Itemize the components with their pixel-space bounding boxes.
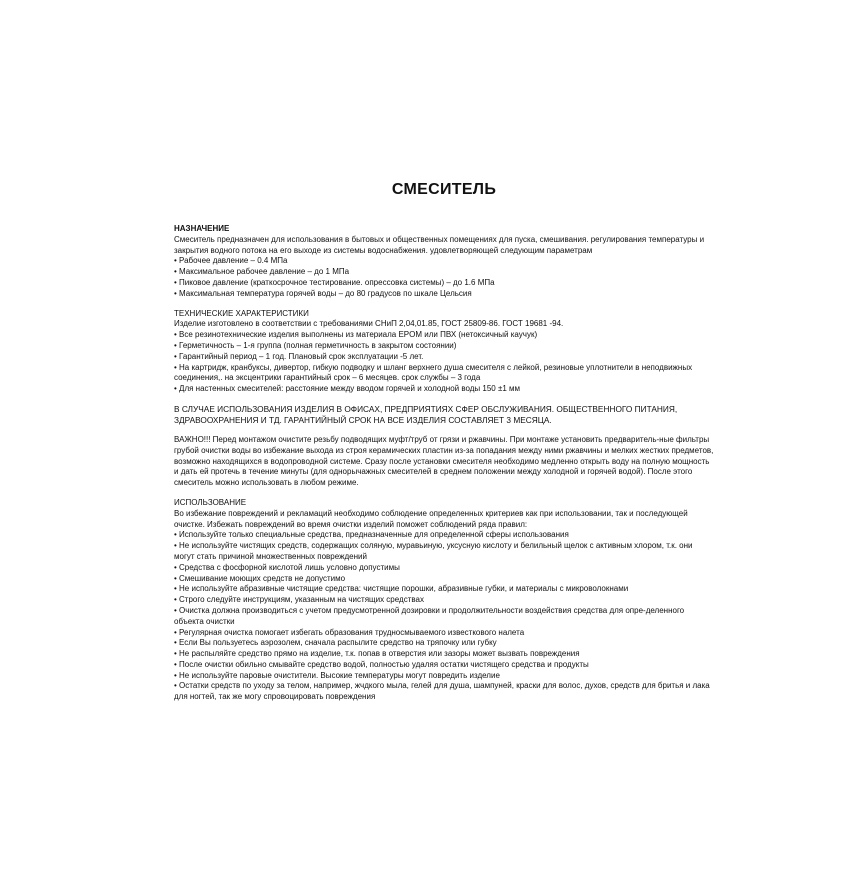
- list-item: • Не распыляйте средство прямо на изделие, т.к. попав в отверстия или зазоры может вызвать повреждения: [174, 649, 580, 659]
- list-item: • Все резинотехнические изделия выполнены из материала EPOM или ПВХ (нетоксичный каучук): [174, 330, 538, 340]
- specs-heading: ТЕХНИЧЕСКИЕ ХАРАКТЕРИСТИКИ: [174, 308, 309, 318]
- list-item: • Не используйте абразивные чистящие средства: чистящие порошки, абразивные губки, и материалы с микроволокнами: [174, 584, 629, 594]
- list-item: • Если Вы пользуетесь аэрозолем, сначала распылите средство на тряпочку или губку: [174, 638, 497, 648]
- list-item: • Максимальная температура горячей воды – до 80 градусов по шкале Цельсия: [174, 288, 472, 298]
- important-section: [174, 435, 714, 489]
- important-note: ВАЖНО!!! Перед монтажом очистите резьбу подводящих муфт/труб от грязи и ржавчины. При монтаже установить предваритель-ные фильтры грубой очистки воды во избежание выхода из строя керамических пластин из-за попадания между ними ржавчины и мелких жестких предметов, возможно находящихся в водопроводной системе. Сразу после установки смесителя необходимо медленно открыть воду на полную мощность и дать ей протечь в течение минуты (для однорычажных смесителей в среднем положении между холодной и горячей водой). После этого смеситель можно использовать в любом режиме.: [174, 434, 714, 488]
- list-item: • После очистки обильно смывайте средство водой, полностью удаляя остатки чистящего средства и продукты: [174, 659, 589, 669]
- purpose-intro: Смеситель предназначен для использования в бытовых и общественных помещениях для пуска, смешивания. регулирования температуры и закрытия водного потока на его выходе из системы водоснабжения. удовлетворяющей следующим параметрам: [174, 234, 705, 255]
- list-item: • Строго следуйте инструкциям, указанным на чистящих средствах: [174, 595, 424, 605]
- list-item: • Герметичность – 1-я группа (полная герметичность в закрытом состоянии): [174, 340, 457, 350]
- list-item: • Гарантийный период – 1 год. Плановый срок эксплуатации -5 лет.: [174, 351, 424, 361]
- usage-heading: ИСПОЛЬЗОВАНИЕ: [174, 497, 247, 507]
- specs-list: [174, 330, 714, 395]
- list-item: • Очистка должна производиться с учетом предусмотренной дозировки и продолжительности воздействия средства для опре-деленного объекта очистки: [174, 605, 685, 626]
- list-item: • Максимальное рабочее давление – до 1 МПа: [174, 267, 350, 277]
- list-item: • Не используйте паровые очистители. Высокие температуры могут повредить изделие: [174, 670, 500, 680]
- list-item: • Регулярная очистка помогает избегать образования трудносмываемого известкового налета: [174, 627, 525, 637]
- list-item: • На картридж, кранбуксы, дивертор, гибкую подводку и шланг верхнего душа смесителя с лейкой, резиновые уплотнители в неподвижных соединения,. на эксцентрики гарантийный срок – 6 месяцев. срок службы – 3 года: [174, 362, 693, 383]
- list-item: • Рабочее давление – 0.4 МПа: [174, 256, 288, 266]
- purpose-section: [174, 224, 714, 300]
- list-item: • Средства с фосфорной кислотой лишь условно допустимы: [174, 562, 400, 572]
- list-item: • Не используйте чистящих средств, содержащих соляную, муравьиную, уксусную кислоту и белильный щелок с активным хлором, т.к. они могут стать причиной множественных повреждений: [174, 541, 693, 561]
- offices-notice-section: [174, 404, 714, 426]
- specs-section: [174, 309, 714, 395]
- offices-notice: В СЛУЧАЕ ИСПОЛЬЗОВАНИЯ ИЗДЕЛИЯ В ОФИСАХ, ПРЕДПРИЯТИЯХ СФЕР ОБСЛУЖИВАНИЯ. ОБЩЕСТВЕННОГО ПИТАНИЯ, ЗДРАВООХРАНЕНИЯ И ТД. ГАРАНТИЙНЫЙ СРОК НА ВСЕ ИЗДЕЛИЯ СОСТАВЛЯЕТ 3 МЕСЯЦА.: [174, 403, 678, 425]
- list-item: • Используйте только специальные средства, предназначенные для определенной сферы использования: [174, 530, 569, 540]
- purpose-list: [174, 256, 714, 299]
- purpose-heading: НАЗНАЧЕНИЕ: [174, 224, 230, 233]
- page-title: СМЕСИТЕЛЬ: [391, 181, 497, 198]
- instruction-document: [174, 180, 714, 712]
- usage-list: [174, 530, 714, 703]
- usage-intro: Во избежание повреждений и рекламаций необходимо соблюдение определенных критериев как при использовании, так и последующей очистке. Избежать повреждений во время очистки изделий поможет соблюдений ряда правил:: [174, 508, 688, 529]
- list-item: • Для настенных смесителей: расстояние между вводом горячей и холодной воды 150 ±1 мм: [174, 384, 521, 394]
- usage-section: [174, 498, 714, 703]
- list-item: • Остатки средств по уходу за телом, например, жчдкого мыла, гелей для душа, шампуней, краски для волос, духов, средств для бритья и лака для ногтей, так же могу спровоцировать повреждения: [174, 681, 710, 702]
- list-item: • Пиковое давление (краткосрочное тестирование. опрессовка системы) – до 1.6 МПа: [174, 277, 495, 287]
- specs-intro: Изделие изготовлено в соответствии с требованиями СНиП 2,04,01.85, ГОСТ 25809-86. ГОСТ 19681 -94.: [174, 319, 564, 329]
- list-item: • Смешивание моющих средств не допустимо: [174, 573, 346, 583]
